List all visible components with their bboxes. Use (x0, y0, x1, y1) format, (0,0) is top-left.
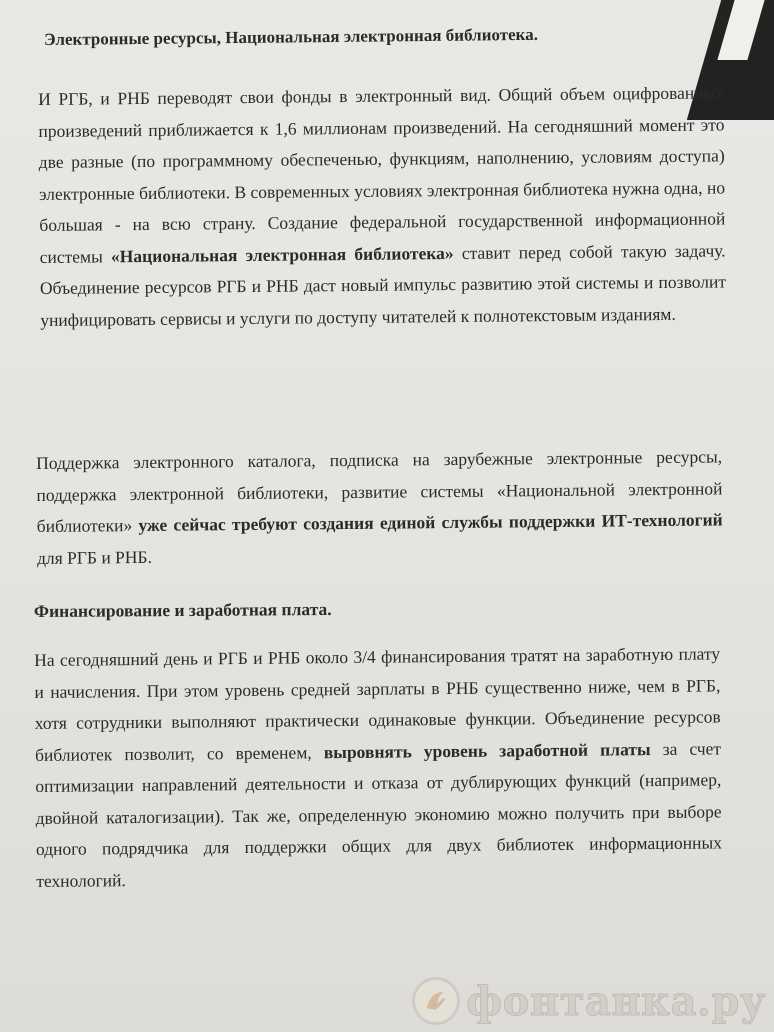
paragraph-text: Поддержка электронного каталога, подписка на зарубежные электронные ресурсы, поддержка электронной библиотеки, развитие системы «Национальной электронной библиотеки» (36, 446, 723, 536)
section-heading: Электронные ресурсы, Национальная электронная библиотека. (44, 24, 538, 49)
paragraph-bold-text: выровнять уровень заработной платы (323, 738, 651, 762)
watermark-text: фонтанка.ру (466, 977, 766, 1025)
paragraph-it-support (36, 441, 723, 574)
paragraph-text: На сегодняшний день и РГБ и РНБ около 3/4 финансирования тратят на заработную плату и начисления. При этом уровень средней зарплаты в РНБ существенно ниже, чем в РГБ, хотя сотрудники выполняют практически одинаковые функции. Объединение ресурсов библиотек позволит, со временем, (34, 643, 721, 765)
paragraph-text: И РГБ, и РНБ переводят свои фонды в электронный вид. Общий объем оцифрованных произведений приближается к 1,6 миллионам произведений. На сегодняшний момент это две разные (по программному обеспеченью, функциям, наполнению, условиям доступа) электронные библиотеки. В современных условиях электронная библиотека нужна одна, но большая - на всю страну. Создание федеральной государственной информационной системы (38, 82, 726, 267)
paragraph-bold-text: «Национальная электронная библиотека» (110, 242, 454, 266)
paragraph-text: для РГБ и РНБ. (36, 546, 153, 568)
paragraph-financing (34, 638, 722, 897)
watermark (412, 976, 766, 1026)
paragraph-electronic-resources (38, 77, 726, 336)
paragraph-bold-text: уже сейчас требуют создания единой службы поддержки ИТ-технологий (138, 509, 723, 536)
fontanka-logo-icon (412, 977, 460, 1025)
paragraph-text: ставит перед собой такую задачу. Объединение ресурсов РГБ и РНБ даст новый импульс развитию этой системы и позволит унифицировать сервисы и услуги по доступу читателей к полнотекстовым изданиям. (39, 239, 727, 330)
section-title-financing: Финансирование и заработная плата. (33, 598, 332, 622)
paragraph-text: за счет оптимизации направлений деятельности и отказа от дублирующих функций (например, двойной каталогизации). Так же, определенную экономию можно получить при выборе одного подрядчика для поддержки общих для двух библиотек информационных технологий. (35, 737, 723, 891)
